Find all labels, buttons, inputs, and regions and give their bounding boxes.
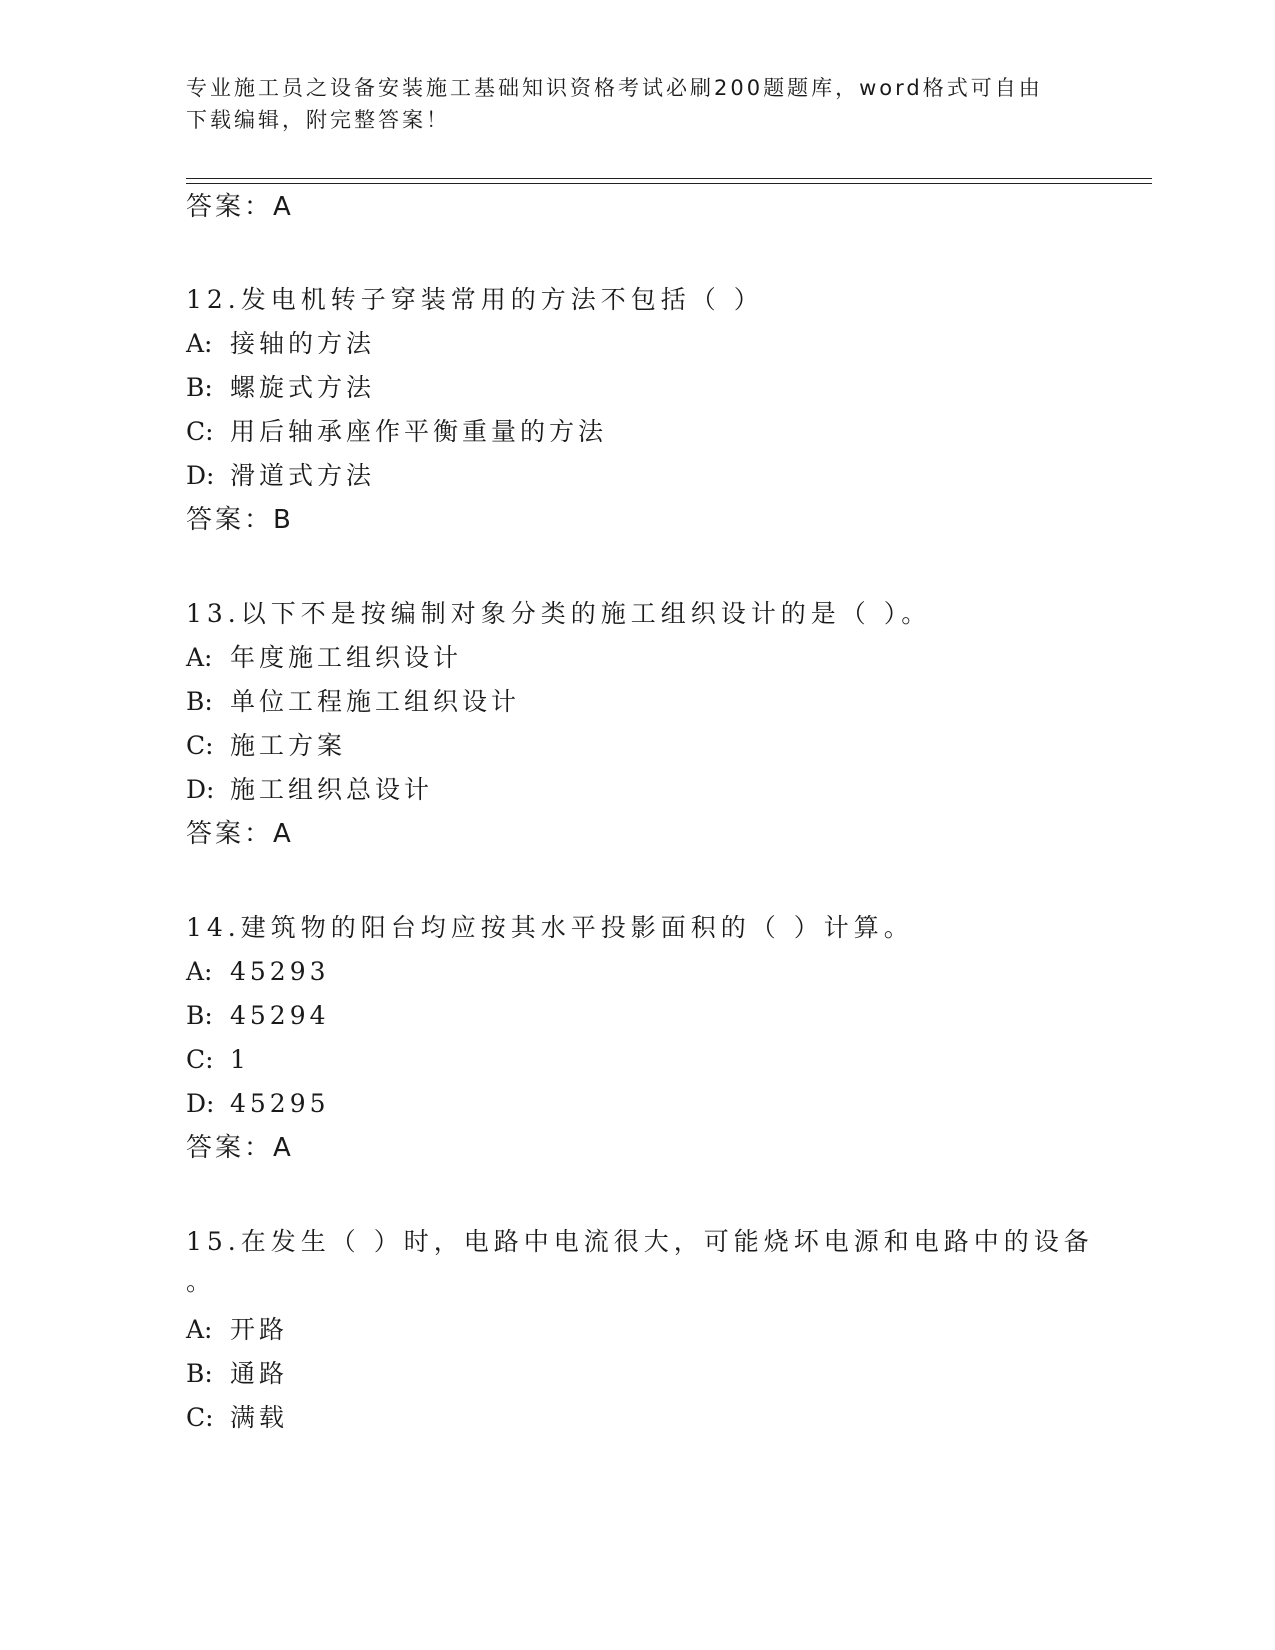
option-text: 螺旋式方法 xyxy=(230,373,376,402)
option-letter: A: xyxy=(186,957,213,986)
header-divider-top xyxy=(186,178,1152,179)
question-14-stem: 14.建筑物的阳台均应按其水平投影面积的（ ）计算。 xyxy=(186,913,914,942)
header-line-2: 下载编辑，附完整答案！ xyxy=(186,108,450,132)
option-text: 45293 xyxy=(230,957,330,986)
option-text: 年度施工组织设计 xyxy=(230,643,463,672)
option-text: 滑道式方法 xyxy=(230,461,376,490)
q15-option-b xyxy=(186,1358,288,1390)
answer-q11: 答案：A xyxy=(186,192,294,222)
option-letter: A: xyxy=(186,1315,213,1344)
option-text: 施工组织总设计 xyxy=(230,775,434,804)
option-text: 单位工程施工组织设计 xyxy=(230,687,521,716)
option-text: 满载 xyxy=(230,1403,289,1432)
question-15-stem-continued: 。 xyxy=(186,1267,217,1296)
option-letter: D: xyxy=(186,461,215,490)
q13-option-b xyxy=(186,686,520,718)
q12-option-c xyxy=(186,416,607,448)
answer-q12: 答案：B xyxy=(186,505,294,535)
q14-option-b xyxy=(186,1000,330,1032)
option-text: 45294 xyxy=(230,1001,330,1030)
option-letter: D: xyxy=(186,775,215,804)
option-letter: B: xyxy=(186,373,213,402)
question-12-stem: 12.发电机转子穿装常用的方法不包括（ ） xyxy=(186,285,764,314)
option-text: 用后轴承座作平衡重量的方法 xyxy=(230,417,608,446)
question-13-stem: 13.以下不是按编制对象分类的施工组织设计的是（ ）。 xyxy=(186,599,932,628)
option-letter: B: xyxy=(186,1359,213,1388)
answer-q14: 答案：A xyxy=(186,1133,294,1163)
option-letter: B: xyxy=(186,1001,213,1030)
option-letter: C: xyxy=(186,1403,214,1432)
q12-option-a xyxy=(186,328,375,360)
option-text: 施工方案 xyxy=(230,731,347,760)
q13-option-d xyxy=(186,774,433,806)
option-text: 1 xyxy=(230,1045,250,1074)
question-15-stem: 15.在发生（ ）时，电路中电流很大，可能烧坏电源和电路中的设备 xyxy=(186,1227,1094,1256)
option-text: 接轴的方法 xyxy=(230,329,376,358)
header-line-1: 专业施工员之设备安装施工基础知识资格考试必刷200题题库，word格式可自由 xyxy=(186,76,1043,100)
q12-option-d xyxy=(186,460,375,492)
header-divider-bottom xyxy=(186,183,1152,184)
q15-option-c xyxy=(186,1402,288,1434)
option-text: 开路 xyxy=(230,1315,289,1344)
answer-q13: 答案：A xyxy=(186,819,294,849)
option-text: 通路 xyxy=(230,1359,289,1388)
q14-option-a xyxy=(186,956,330,988)
q13-option-a xyxy=(186,642,462,674)
q14-option-d xyxy=(186,1088,330,1120)
option-letter: A: xyxy=(186,329,213,358)
option-letter: B: xyxy=(186,687,213,716)
option-letter: D: xyxy=(186,1089,215,1118)
q15-option-a xyxy=(186,1314,288,1346)
q14-option-c xyxy=(186,1044,250,1076)
q12-option-b xyxy=(186,372,375,404)
option-letter: C: xyxy=(186,731,214,760)
option-letter: A: xyxy=(186,643,213,672)
option-letter: C: xyxy=(186,1045,214,1074)
q13-option-c xyxy=(186,730,346,762)
option-letter: C: xyxy=(186,417,214,446)
option-text: 45295 xyxy=(230,1089,330,1118)
document-header xyxy=(186,72,1066,136)
